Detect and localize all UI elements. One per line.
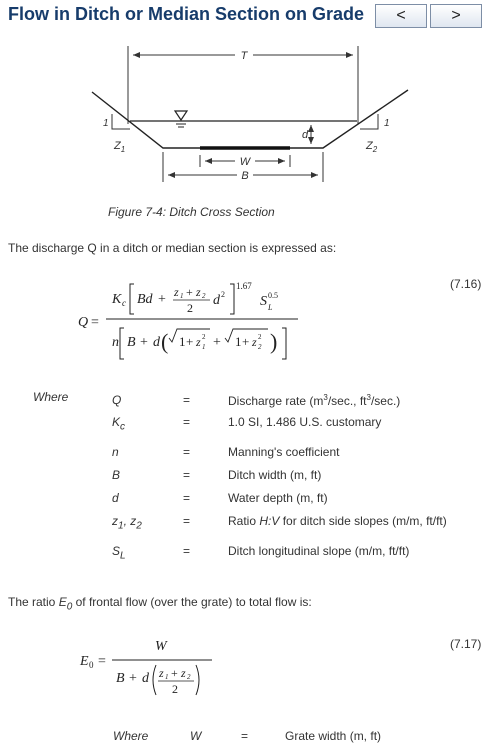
label-one-right: 1 xyxy=(384,118,390,129)
svg-text:2: 2 xyxy=(187,301,193,315)
svg-text:): ) xyxy=(270,329,278,354)
svg-text:2: 2 xyxy=(172,682,178,696)
svg-text:2: 2 xyxy=(202,333,206,341)
svg-text:Bd: Bd xyxy=(137,292,153,307)
var-def-n: Manning's coefficient xyxy=(228,445,340,459)
svg-text:(: ( xyxy=(161,329,169,354)
svg-text:z: z xyxy=(196,285,201,299)
ditch-cross-section-figure xyxy=(0,30,488,210)
var-def-z: Ratio H:V for ditch side slopes (m/m, ft/ft) xyxy=(228,514,447,528)
svg-text:d: d xyxy=(142,671,149,686)
svg-text:1: 1 xyxy=(179,334,186,349)
where-label-2: Where xyxy=(113,729,149,743)
svg-text:c: c xyxy=(122,298,126,308)
equation-7-17 xyxy=(70,632,230,702)
label-one-left: 1 xyxy=(103,118,109,129)
ratio-paragraph: The ratio $E_0$ of frontal flow (over the grate) to total flow is: xyxy=(8,595,312,613)
svg-text:1: 1 xyxy=(165,673,169,681)
var-def-kc: 1.0 SI, 1.486 U.S. customary xyxy=(228,415,382,429)
intro-paragraph: The discharge Q in a ditch or median section is expressed as: xyxy=(8,241,337,255)
svg-text:W: W xyxy=(155,639,167,654)
equation-number-7-16: (7.16) xyxy=(450,277,482,291)
label-z2: $Z_2$ xyxy=(366,140,378,154)
var-symbol-kc: $K_c$ xyxy=(112,415,126,433)
svg-text:0: 0 xyxy=(89,660,94,670)
svg-text:+: + xyxy=(213,335,221,350)
svg-text:E: E xyxy=(80,654,89,669)
equals-sign: = xyxy=(183,468,191,482)
svg-text:+: + xyxy=(242,334,250,349)
svg-text:+: + xyxy=(186,285,193,299)
var-def-q: Discharge rate ($m^3/\sec$., $ft^3/\sec$.) xyxy=(228,393,401,408)
label-z1: $Z_1$ xyxy=(114,140,126,154)
next-icon: > xyxy=(451,7,461,24)
svg-text:B: B xyxy=(127,335,136,350)
previous-icon: < xyxy=(396,7,406,24)
equals-sign: = xyxy=(183,393,191,407)
equals-sign: = xyxy=(183,415,191,429)
next-button[interactable] xyxy=(430,4,482,28)
svg-text:z: z xyxy=(159,666,164,680)
label-d: d xyxy=(302,129,309,141)
var-symbol-z1-z2: $z_1$, $z_2$ xyxy=(112,514,142,532)
svg-text:+: + xyxy=(140,335,148,350)
var-symbol-b: B xyxy=(112,468,121,482)
svg-text:1: 1 xyxy=(180,292,184,300)
svg-text:=: = xyxy=(98,654,106,669)
var-symbol-q: Q xyxy=(112,393,122,407)
svg-text:2: 2 xyxy=(187,673,191,681)
svg-text:1: 1 xyxy=(235,334,242,349)
svg-text:z: z xyxy=(196,335,201,349)
svg-text:d: d xyxy=(213,293,220,308)
svg-text:+: + xyxy=(129,671,137,686)
svg-text:+: + xyxy=(186,334,194,349)
equals-sign: = xyxy=(183,491,191,505)
var-symbol-w: W xyxy=(190,729,202,743)
svg-text:2: 2 xyxy=(258,343,262,351)
svg-text:z: z xyxy=(174,285,179,299)
svg-text:=: = xyxy=(91,315,99,330)
svg-text:+: + xyxy=(171,666,178,680)
page-title: Flow in Ditch or Median Section on Grade xyxy=(8,4,365,24)
svg-text:2: 2 xyxy=(258,333,262,341)
label-t: T xyxy=(240,50,248,62)
equals-sign: = xyxy=(183,445,191,459)
svg-text:1.67: 1.67 xyxy=(236,281,252,291)
svg-text:Q: Q xyxy=(78,315,89,330)
svg-text:z: z xyxy=(252,335,257,349)
var-def-sl: Ditch longitudinal slope (m/m, ft/ft) xyxy=(228,544,410,558)
equals-sign: = xyxy=(183,544,191,558)
label-b: B xyxy=(241,170,249,182)
var-def-w: Grate width (m, ft) xyxy=(285,729,382,743)
var-symbol-n: n xyxy=(112,445,119,459)
var-symbol-d: d xyxy=(112,491,119,505)
equals-sign: = xyxy=(183,514,191,528)
svg-text:L: L xyxy=(268,303,273,312)
label-w: W xyxy=(239,156,251,168)
previous-button[interactable] xyxy=(375,4,427,28)
var-def-b: Ditch width (m, ft) xyxy=(228,468,322,482)
svg-text:d: d xyxy=(153,335,160,350)
svg-text:K: K xyxy=(112,292,122,307)
svg-text:+: + xyxy=(158,292,166,307)
var-symbol-sl: $S_L$ xyxy=(112,544,126,562)
svg-text:S: S xyxy=(260,294,267,309)
svg-text:1: 1 xyxy=(202,343,206,351)
equation-number-7-17: (7.17) xyxy=(450,637,482,651)
equation-7-16 xyxy=(60,272,320,372)
svg-text:B: B xyxy=(116,671,125,686)
equals-sign: = xyxy=(241,729,249,743)
svg-text:z: z xyxy=(181,666,186,680)
svg-text:2: 2 xyxy=(202,292,206,300)
svg-text:2: 2 xyxy=(221,290,225,299)
var-def-d: Water depth (m, ft) xyxy=(228,491,328,505)
svg-text:n: n xyxy=(112,335,119,350)
figure-caption: Figure 7-4: Ditch Cross Section xyxy=(108,205,275,219)
svg-text:0.5: 0.5 xyxy=(268,291,278,300)
where-label: Where xyxy=(33,390,69,404)
